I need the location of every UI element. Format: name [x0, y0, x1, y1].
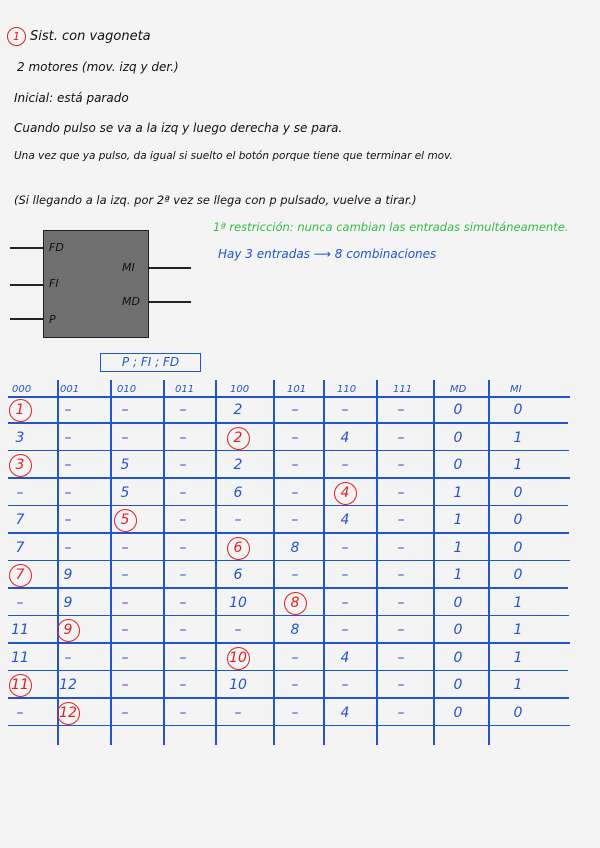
- cell-value: 11: [11, 677, 29, 693]
- cell-value: –: [16, 704, 24, 721]
- cell-value: –: [291, 649, 299, 666]
- stable-state-cell: [224, 428, 252, 448]
- table-column-divider: [433, 380, 435, 745]
- table-cell: [444, 675, 472, 695]
- stable-state-cell: [281, 593, 309, 613]
- table-row-rule: [8, 615, 569, 617]
- cell-value: 7: [15, 512, 25, 528]
- cell-value: 2: [233, 402, 243, 418]
- table-cell: [111, 455, 139, 475]
- cell-value: 0: [453, 622, 463, 638]
- table-cell: [111, 648, 139, 668]
- cell-value: –: [234, 622, 242, 638]
- table-cell: [224, 620, 252, 640]
- cell-value: –: [179, 622, 187, 638]
- cell-value: 1: [15, 402, 25, 418]
- table-cell: [169, 565, 197, 585]
- table-cell: [504, 428, 532, 448]
- cell-value: 1: [453, 484, 463, 501]
- cell-value: –: [179, 567, 187, 583]
- table-cell: [331, 455, 359, 475]
- table-cell: [504, 675, 532, 695]
- cell-value: –: [121, 539, 129, 556]
- table-cell: [387, 648, 415, 668]
- table-cell: [224, 593, 252, 613]
- cell-value: –: [341, 567, 349, 583]
- cell-value: –: [397, 677, 405, 693]
- cell-value: –: [179, 539, 187, 556]
- table-cell: [281, 510, 309, 530]
- cell-value: 4: [340, 484, 350, 501]
- table-cell: [54, 455, 82, 475]
- entries-note: Hay 3 entradas ⟶ 8 combinaciones: [218, 247, 437, 261]
- table-row-rule: [8, 697, 569, 699]
- cell-value: –: [121, 567, 129, 583]
- table-cell: [331, 593, 359, 613]
- table-row-rule: [8, 560, 570, 562]
- table-cell: [444, 538, 472, 558]
- stable-state-cell: [6, 400, 34, 420]
- cell-value: 0: [513, 402, 523, 418]
- table-cell: [281, 648, 309, 668]
- cell-value: –: [179, 594, 187, 611]
- table-cell: [224, 510, 252, 530]
- cell-value: –: [121, 402, 129, 418]
- cell-value: 4: [340, 649, 350, 666]
- cell-value: –: [64, 457, 72, 473]
- stable-state-cell: [54, 703, 82, 723]
- table-cell: [281, 703, 309, 723]
- table-cell: [54, 593, 82, 613]
- output-wire-mi: [149, 267, 191, 269]
- pin-label-fi: FI: [49, 277, 59, 290]
- table-column-divider: [215, 380, 217, 745]
- table-cell: [504, 620, 532, 640]
- table-cell: [111, 620, 139, 640]
- cell-value: 2: [233, 429, 243, 446]
- cell-value: 0: [453, 677, 463, 693]
- table-row-rule: [8, 505, 568, 507]
- note-line-6: (Si llegando a la izq. por 2ª vez se llega con p pulsado, vuelve a tirar.): [14, 193, 417, 207]
- pin-label-p: P: [49, 313, 56, 326]
- cell-value: –: [179, 402, 187, 418]
- cell-value: –: [397, 539, 405, 556]
- cell-value: 4: [340, 512, 350, 528]
- table-row-rule: [8, 532, 569, 534]
- note-line-3: Inicial: está parado: [14, 91, 129, 105]
- table-cell: [331, 703, 359, 723]
- cell-value: 0: [453, 649, 463, 666]
- table-column-divider: [323, 380, 325, 745]
- table-row-rule: [8, 642, 570, 644]
- table-cell: [111, 538, 139, 558]
- cell-value: 0: [513, 512, 523, 528]
- table-cell: [281, 400, 309, 420]
- table-cell: [444, 565, 472, 585]
- table-cell: [281, 565, 309, 585]
- table-header-010: 010: [117, 384, 137, 395]
- cell-value: –: [397, 402, 405, 418]
- table-cell: [387, 675, 415, 695]
- restriction-note: 1ª restricción: nunca cambian las entradas simultáneamente.: [213, 220, 569, 234]
- table-cell: [387, 455, 415, 475]
- cell-value: 7: [15, 567, 25, 583]
- table-cell: [387, 538, 415, 558]
- cell-value: –: [397, 622, 405, 638]
- cell-value: –: [64, 512, 72, 528]
- table-cell: [281, 428, 309, 448]
- cell-value: 0: [453, 457, 463, 473]
- table-cell: [54, 400, 82, 420]
- table-cell: [6, 510, 34, 530]
- table-cell: [281, 675, 309, 695]
- stable-state-cell: [224, 538, 252, 558]
- table-cell: [169, 483, 197, 503]
- cell-value: 10: [229, 594, 247, 611]
- cell-value: –: [397, 594, 405, 611]
- table-header-md: MD: [450, 384, 467, 395]
- table-cell: [331, 648, 359, 668]
- cell-value: –: [397, 512, 405, 528]
- table-cell: [387, 483, 415, 503]
- cell-value: 0: [453, 704, 463, 721]
- table-cell: [504, 648, 532, 668]
- cell-value: 3: [15, 429, 25, 446]
- table-row-rule: [8, 422, 568, 424]
- pin-label-fd: FD: [49, 241, 64, 254]
- table-cell: [54, 675, 82, 695]
- table-cell: [6, 703, 34, 723]
- table-cell: [281, 620, 309, 640]
- table-cell: [504, 455, 532, 475]
- table-cell: [387, 400, 415, 420]
- problem-number-circle: 1: [7, 27, 26, 46]
- table-cell: [331, 565, 359, 585]
- cell-value: –: [397, 704, 405, 721]
- table-header-mi: MI: [510, 384, 522, 395]
- table-cell: [387, 703, 415, 723]
- stable-state-cell: [6, 675, 34, 695]
- cell-value: –: [179, 484, 187, 501]
- table-cell: [6, 483, 34, 503]
- table-cell: [444, 483, 472, 503]
- cell-value: 3: [15, 457, 25, 473]
- cell-value: –: [16, 484, 24, 501]
- table-cell: [504, 538, 532, 558]
- table-cell: [111, 565, 139, 585]
- stable-state-cell: [111, 510, 139, 530]
- cell-value: –: [397, 484, 405, 501]
- table-cell: [224, 400, 252, 420]
- cell-value: –: [121, 622, 129, 638]
- cell-value: 0: [513, 539, 523, 556]
- table-header-111: 111: [393, 384, 413, 395]
- cell-value: 11: [11, 622, 29, 638]
- table-cell: [331, 620, 359, 640]
- table-cell: [111, 428, 139, 448]
- cell-value: –: [179, 457, 187, 473]
- table-cell: [444, 593, 472, 613]
- table-cell: [444, 620, 472, 640]
- table-row-rule: [8, 670, 568, 672]
- table-cell: [54, 428, 82, 448]
- cell-value: –: [121, 594, 129, 611]
- note-line-4: Cuando pulso se va a la izq y luego derecha y se para.: [14, 121, 343, 135]
- table-cell: [224, 483, 252, 503]
- table-cell: [504, 565, 532, 585]
- cell-value: –: [179, 704, 187, 721]
- table-header-100: 100: [230, 384, 250, 395]
- cell-value: 9: [63, 622, 73, 638]
- table-cell: [169, 455, 197, 475]
- table-column-divider: [376, 380, 378, 745]
- table-cell: [169, 620, 197, 640]
- cell-value: –: [64, 484, 72, 501]
- table-cell: [54, 648, 82, 668]
- cell-value: –: [291, 677, 299, 693]
- table-cell: [387, 620, 415, 640]
- table-cell: [387, 565, 415, 585]
- cell-value: 7: [15, 539, 25, 556]
- cell-value: –: [291, 484, 299, 501]
- cell-value: 10: [229, 677, 247, 693]
- table-cell: [281, 483, 309, 503]
- table-cell: [504, 483, 532, 503]
- cell-value: 9: [63, 594, 73, 611]
- cell-value: 8: [290, 622, 300, 638]
- table-cell: [331, 400, 359, 420]
- pin-label-md: MD: [122, 295, 140, 308]
- table-column-divider: [273, 380, 275, 745]
- table-cell: [224, 703, 252, 723]
- cell-value: –: [397, 649, 405, 666]
- cell-value: –: [234, 704, 242, 721]
- table-cell: [331, 538, 359, 558]
- cell-value: –: [64, 649, 72, 666]
- cell-value: –: [291, 457, 299, 473]
- cell-value: 1: [513, 622, 523, 638]
- table-cell: [6, 648, 34, 668]
- table-cell: [111, 483, 139, 503]
- stable-state-cell: [6, 565, 34, 585]
- cell-value: 1: [513, 677, 523, 693]
- cell-value: –: [397, 567, 405, 583]
- stable-state-cell: [331, 483, 359, 503]
- table-cell: [444, 510, 472, 530]
- table-cell: [169, 510, 197, 530]
- cell-value: –: [341, 594, 349, 611]
- cell-value: –: [397, 457, 405, 473]
- cell-value: 0: [453, 429, 463, 446]
- table-column-divider: [488, 380, 490, 745]
- output-wire-md: [149, 301, 191, 303]
- table-cell: [54, 565, 82, 585]
- cell-value: –: [291, 429, 299, 446]
- table-cell: [331, 675, 359, 695]
- note-line-5: Una vez que ya pulso, da igual si suelto el botón porque tiene que terminar el mov.: [14, 150, 453, 162]
- cell-value: –: [341, 622, 349, 638]
- cell-value: 2: [233, 457, 243, 473]
- table-cell: [54, 538, 82, 558]
- cell-value: 1: [453, 512, 463, 528]
- cell-value: –: [179, 512, 187, 528]
- stable-state-cell: [224, 648, 252, 668]
- cell-value: –: [291, 402, 299, 418]
- pin-label-mi: MI: [122, 261, 135, 274]
- cell-value: 4: [340, 704, 350, 721]
- table-cell: [444, 703, 472, 723]
- table-cell: [6, 538, 34, 558]
- cell-value: 1: [453, 567, 463, 583]
- cell-value: 0: [453, 402, 463, 418]
- cell-value: –: [121, 677, 129, 693]
- cell-value: –: [291, 567, 299, 583]
- table-header-001: 001: [60, 384, 80, 395]
- table-cell: [224, 675, 252, 695]
- cell-value: 4: [340, 429, 350, 446]
- cell-value: –: [341, 539, 349, 556]
- table-header-000: 000: [12, 384, 32, 395]
- cell-value: –: [179, 429, 187, 446]
- cell-value: –: [291, 512, 299, 528]
- cell-value: 12: [59, 704, 77, 721]
- cell-value: –: [341, 677, 349, 693]
- cell-value: –: [179, 649, 187, 666]
- cell-value: 6: [233, 567, 243, 583]
- table-cell: [504, 400, 532, 420]
- table-cell: [224, 565, 252, 585]
- table-cell: [281, 455, 309, 475]
- table-cell: [169, 593, 197, 613]
- table-row-rule: [8, 477, 570, 479]
- table-cell: [444, 428, 472, 448]
- table-header-110: 110: [337, 384, 357, 395]
- cell-value: 0: [453, 594, 463, 611]
- table-cell: [6, 428, 34, 448]
- note-line-1: Sist. con vagoneta: [30, 29, 151, 44]
- cell-value: 10: [229, 649, 247, 666]
- cell-value: –: [341, 402, 349, 418]
- cell-value: 1: [513, 649, 523, 666]
- table-cell: [54, 483, 82, 503]
- cell-value: 9: [63, 567, 73, 583]
- cell-value: 5: [120, 484, 130, 501]
- table-cell: [169, 703, 197, 723]
- table-cell: [111, 400, 139, 420]
- cell-value: –: [179, 677, 187, 693]
- input-order-legend: P ; FI ; FD: [100, 353, 201, 372]
- input-wire-fd: [10, 247, 43, 249]
- cell-value: 12: [59, 677, 77, 693]
- cell-value: –: [64, 429, 72, 446]
- table-cell: [111, 593, 139, 613]
- table-cell: [54, 510, 82, 530]
- cell-value: 8: [290, 539, 300, 556]
- table-cell: [387, 510, 415, 530]
- cell-value: 0: [513, 567, 523, 583]
- table-cell: [504, 510, 532, 530]
- cell-value: 6: [233, 539, 243, 556]
- cell-value: 1: [513, 457, 523, 473]
- table-cell: [169, 400, 197, 420]
- table-cell: [444, 648, 472, 668]
- table-row-rule: [8, 725, 570, 727]
- table-header-011: 011: [175, 384, 195, 395]
- cell-value: –: [121, 429, 129, 446]
- table-cell: [169, 648, 197, 668]
- cell-value: 8: [290, 594, 300, 611]
- cell-value: –: [291, 704, 299, 721]
- table-cell: [504, 703, 532, 723]
- table-cell: [444, 455, 472, 475]
- table-cell: [224, 455, 252, 475]
- table-cell: [169, 675, 197, 695]
- cell-value: –: [16, 594, 24, 611]
- table-cell: [444, 400, 472, 420]
- note-line-2: 2 motores (mov. izq y der.): [17, 60, 179, 74]
- cell-value: –: [64, 539, 72, 556]
- table-header-rule: [8, 396, 570, 398]
- stable-state-cell: [6, 455, 34, 475]
- cell-value: 5: [120, 512, 130, 528]
- table-column-divider: [163, 380, 165, 745]
- table-cell: [387, 428, 415, 448]
- cell-value: 1: [453, 539, 463, 556]
- table-cell: [111, 675, 139, 695]
- cell-value: –: [121, 704, 129, 721]
- table-cell: [331, 428, 359, 448]
- control-block: [43, 230, 149, 338]
- table-cell: [504, 593, 532, 613]
- input-wire-fi: [10, 284, 43, 286]
- cell-value: 0: [513, 484, 523, 501]
- table-cell: [331, 510, 359, 530]
- cell-value: –: [234, 512, 242, 528]
- input-wire-p: [10, 318, 43, 320]
- cell-value: 1: [513, 429, 523, 446]
- table-cell: [387, 593, 415, 613]
- table-cell: [6, 593, 34, 613]
- stable-state-cell: [54, 620, 82, 640]
- cell-value: –: [397, 429, 405, 446]
- cell-value: 0: [513, 704, 523, 721]
- table-row-rule: [8, 587, 568, 589]
- cell-value: 5: [120, 457, 130, 473]
- table-cell: [6, 620, 34, 640]
- cell-value: –: [341, 457, 349, 473]
- cell-value: –: [64, 402, 72, 418]
- table-cell: [169, 428, 197, 448]
- table-row-rule: [8, 450, 569, 452]
- cell-value: 1: [513, 594, 523, 611]
- table-cell: [281, 538, 309, 558]
- table-header-101: 101: [287, 384, 307, 395]
- cell-value: 6: [233, 484, 243, 501]
- cell-value: 11: [11, 649, 29, 666]
- table-cell: [111, 703, 139, 723]
- table-cell: [169, 538, 197, 558]
- cell-value: –: [121, 649, 129, 666]
